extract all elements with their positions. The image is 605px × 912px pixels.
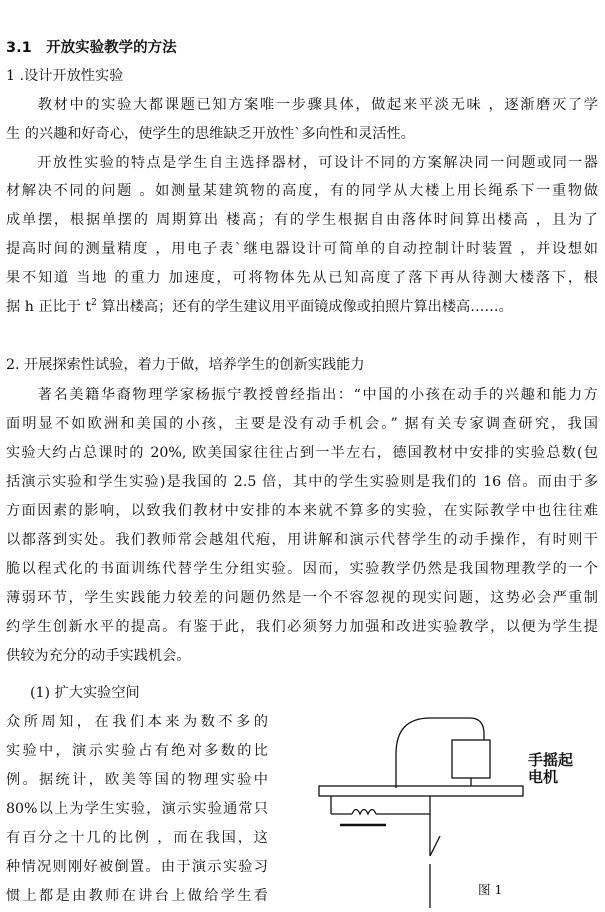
part1-heading: 1 .设计开放性实验 bbox=[6, 68, 124, 84]
generator-label-line1: 手摇起 bbox=[528, 751, 574, 769]
paragraph-line: 著名美籍华裔物理学家杨振宁教授曾经指出：“中国的小孩在动手的兴趣和能力方 bbox=[6, 387, 598, 403]
paragraph-line: 教材中的实验大都课题已知方案唯一步骤具体，做起来平淡无味 ，逐渐磨灭了学 bbox=[6, 97, 598, 113]
paragraph-line: 薄弱环节，学生实践能力较差的问题仍然是一个不容忽视的现实问题，这势必会严重制 bbox=[6, 590, 598, 606]
circuit-diagram-svg bbox=[300, 708, 600, 908]
paragraph-line: 材解决不同的问题 。如测量某建筑物的高度，有的同学从大楼上用长绳系下一重物做 bbox=[6, 183, 598, 199]
paragraph-line: 实验大约占总课时的 20%, 欧美国家往往占到一半左右，德国教材中安排的实验总数(包 bbox=[6, 445, 598, 461]
formula-text: 据 h 正比于 t bbox=[6, 299, 92, 315]
paragraph-line: 成单摆，根据单摆的 周期算出 楼高；有的学生根据自由落体时间算出楼高 ，且为了 bbox=[6, 212, 598, 228]
electrode-plate bbox=[319, 786, 523, 796]
switch-blade bbox=[430, 836, 440, 856]
paragraph-line: 开放性实验的特点是学生自主选择器材，可设计不同的方案解决同一问题或同一器 bbox=[6, 155, 598, 171]
paragraph-line: 惯上都是由教师在讲台上做给学生看 bbox=[6, 888, 268, 904]
superscript-exponent: 2 bbox=[91, 298, 97, 308]
subheading: (1) 扩大实验空间 bbox=[30, 685, 140, 701]
paragraph-line: 括演示实验和学生实验)是我国的 2.5 倍，其中的学生实验则是我们的 16 倍。而由于多 bbox=[6, 474, 598, 490]
paragraph-text: 算出楼高；还有的学生建议用平面镜成像或拍照片算出楼高……。 bbox=[96, 299, 513, 315]
coil-element bbox=[352, 810, 376, 815]
paragraph-line: 例。据统计，欧美等国的物理实验中 bbox=[6, 772, 268, 788]
hand-generator-box bbox=[452, 740, 490, 778]
paragraph-line: 供较为充分的动手实践机会。 bbox=[6, 648, 191, 664]
paragraph-line: 有百分之十几的比例 ，而在我国，这 bbox=[6, 830, 268, 846]
section-title: 3.1 开放实验教学的方法 bbox=[6, 40, 177, 56]
part2-heading: 2. 开展探索性试验，着力于做，培养学生的创新实践能力 bbox=[6, 357, 365, 373]
paragraph-line: 面明显不如欧洲和美国的小孩，主要是没有动手机会。” 据有关专家调查研究，我国 bbox=[6, 416, 598, 432]
paragraph-line: 众所周知，在我们本来为数不多的 bbox=[6, 714, 268, 730]
paragraph-line: 脆以程式化的书面训练代替学生分组实验。因而，实验教学仍然是我国物理教学的一个 bbox=[6, 561, 598, 577]
generator-label-line2: 电机 bbox=[528, 768, 559, 786]
figure-circuit-diagram bbox=[300, 708, 600, 908]
paragraph-line: 实验中，演示实验占有绝对多数的比 bbox=[6, 743, 268, 759]
paragraph-line: 80%以上为学生实验，演示实验通常只 bbox=[6, 801, 268, 817]
paragraph-line: 种情况则刚好被倒置。由于演示实验习 bbox=[6, 859, 268, 875]
paragraph-line: 生 的兴趣和好奇心，使学生的思维缺乏开放性`多向性和灵活性。 bbox=[6, 126, 415, 142]
paragraph-line: 果不知道 当地 的重力 加速度，可将物体先从已知高度了落下再从待测大楼落下，根 bbox=[6, 270, 598, 286]
paragraph-line: 以都落到实处。我们教师常会越俎代疱，用讲解和演示代替学生的动手操作，有时则干 bbox=[6, 532, 598, 548]
paragraph-line: 约学生创新水平的提高。有鉴于此，我们必须努力加强和改进实验教学，以便为学生提 bbox=[6, 619, 598, 635]
paragraph-line-with-superscript bbox=[6, 297, 513, 317]
figure-caption: 图 1 bbox=[478, 882, 503, 897]
paragraph-line: 方面因素的影响，以致我们教材中安排的本来就不算多的实验，在实际教学中也往往难 bbox=[6, 503, 598, 519]
paragraph-line: 提高时间的测量精度 ，用电子表`继电器设计可简单的自动控制计时装置 ，并设想如 bbox=[6, 241, 598, 257]
